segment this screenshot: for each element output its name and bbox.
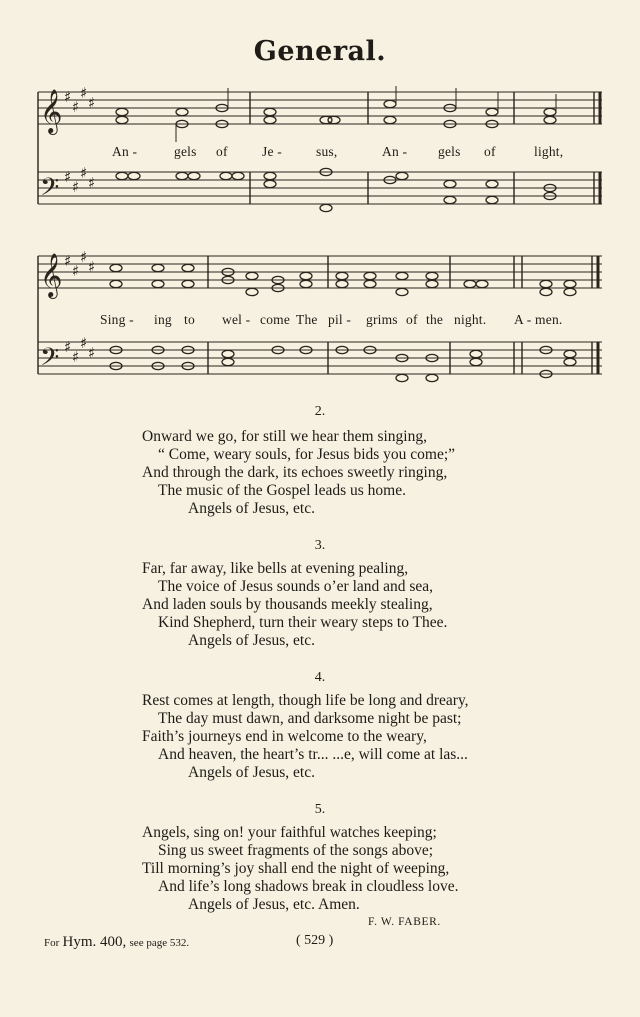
- lyric-syllable: come: [260, 312, 291, 327]
- lyric-syllable: Sing -: [100, 312, 134, 327]
- lyric-syllable: The: [296, 312, 318, 327]
- verse-line: Far, far away, like bells at evening pealing,: [142, 560, 409, 577]
- lyric-syllable: An -: [382, 144, 408, 159]
- page-number: ( 529 ): [296, 933, 334, 948]
- lyric-syllable: the: [426, 312, 444, 327]
- verse-line: Sing us sweet fragments of the songs above;: [158, 842, 434, 859]
- verse-line: The day must dawn, and darksome night be past;: [158, 710, 462, 727]
- lyric-syllable: Je -: [262, 144, 282, 159]
- lyrics-system-2: [36, 312, 606, 332]
- lyric-syllable: wel -: [222, 312, 251, 327]
- verse-line: Angels of Jesus, etc.: [188, 764, 315, 781]
- svg-text:♯: ♯: [80, 164, 88, 182]
- verse-line: And life’s long shadows break in cloudless love.: [158, 878, 459, 895]
- lyric-syllable: gels: [174, 144, 197, 159]
- verse-line: Till morning’s joy shall end the night of weeping,: [142, 860, 450, 877]
- svg-text:♯: ♯: [72, 262, 80, 280]
- footer-see-page: see page 532.: [129, 937, 190, 949]
- verse-line: Angels of Jesus, etc.: [188, 500, 315, 517]
- verse-line: The music of the Gospel leads us home.: [158, 482, 406, 499]
- lyric-syllable: grims: [366, 312, 398, 327]
- verse-number: 4.: [314, 670, 326, 685]
- svg-text:𝄢: 𝄢: [40, 173, 60, 208]
- svg-text:♯: ♯: [88, 174, 96, 192]
- svg-text:𝄞: 𝄞: [40, 89, 63, 133]
- svg-text:♯: ♯: [64, 338, 72, 356]
- verse-line: Angels of Jesus, etc. Amen.: [188, 896, 360, 913]
- verse-number: 5.: [314, 802, 326, 817]
- lyric-syllable: ing: [154, 312, 172, 327]
- lyric-syllable: sus,: [316, 144, 338, 159]
- verse-line: And heaven, the heart’s tr... ...e, will come at las...: [158, 746, 468, 763]
- lyric-syllable: of: [216, 144, 228, 159]
- lyric-syllable: An -: [112, 144, 138, 159]
- verse-line: “ Come, weary souls, for Jesus bids you come;”: [158, 446, 456, 463]
- page-title: General.: [253, 36, 387, 67]
- svg-text:♯: ♯: [88, 344, 96, 362]
- verse-line: Kind Shepherd, turn their weary steps to Thee.: [158, 614, 448, 631]
- svg-text:♯: ♯: [80, 334, 88, 352]
- svg-text:♯: ♯: [88, 258, 96, 276]
- lyrics-system-1: [36, 144, 606, 164]
- verse-line: And through the dark, its echoes sweetly ringing,: [142, 464, 448, 481]
- hymn-cross-reference: [44, 934, 189, 951]
- footer-for-label: For: [44, 937, 60, 949]
- lyric-syllable: of: [484, 144, 496, 159]
- verse-line: Angels of Jesus, etc.: [188, 632, 315, 649]
- svg-text:𝄢: 𝄢: [40, 343, 60, 378]
- lyric-syllable: gels: [438, 144, 461, 159]
- lyric-syllable: light,: [534, 144, 564, 159]
- verse-line: The voice of Jesus sounds o’er land and sea,: [158, 578, 434, 595]
- lyric-syllable: of: [406, 312, 418, 327]
- footer-hymn-ref: Hym. 400,: [62, 934, 127, 950]
- verse-line: Onward we go, for still we hear them singing,: [142, 428, 427, 445]
- svg-text:♯: ♯: [80, 248, 88, 266]
- svg-text:♯: ♯: [88, 94, 96, 112]
- author-credit: F. W. FABER.: [368, 916, 441, 928]
- verse-line: Angels, sing on! your faithful watches keeping;: [142, 824, 437, 841]
- lyric-syllable: pil -: [328, 312, 352, 327]
- verse-line: Faith’s journeys end in welcome to the weary,: [142, 728, 427, 745]
- svg-text:♯: ♯: [72, 178, 80, 196]
- lyric-syllable: to: [184, 312, 195, 327]
- verse-number: 2.: [314, 404, 326, 419]
- svg-text:♯: ♯: [64, 88, 72, 106]
- svg-text:♯: ♯: [72, 348, 80, 366]
- verse-line: And laden souls by thousands meekly stealing,: [142, 596, 433, 613]
- lyric-syllable: night.: [454, 312, 487, 327]
- svg-text:♯: ♯: [64, 252, 72, 270]
- lyric-syllable: A - men.: [514, 312, 563, 327]
- verse-line: Rest comes at length, though life be long and dreary,: [142, 692, 469, 709]
- svg-text:♯: ♯: [80, 84, 88, 102]
- svg-text:♯: ♯: [64, 168, 72, 186]
- svg-text:♯: ♯: [72, 98, 80, 116]
- svg-text:𝄞: 𝄞: [40, 253, 63, 297]
- verse-number: 3.: [314, 538, 326, 553]
